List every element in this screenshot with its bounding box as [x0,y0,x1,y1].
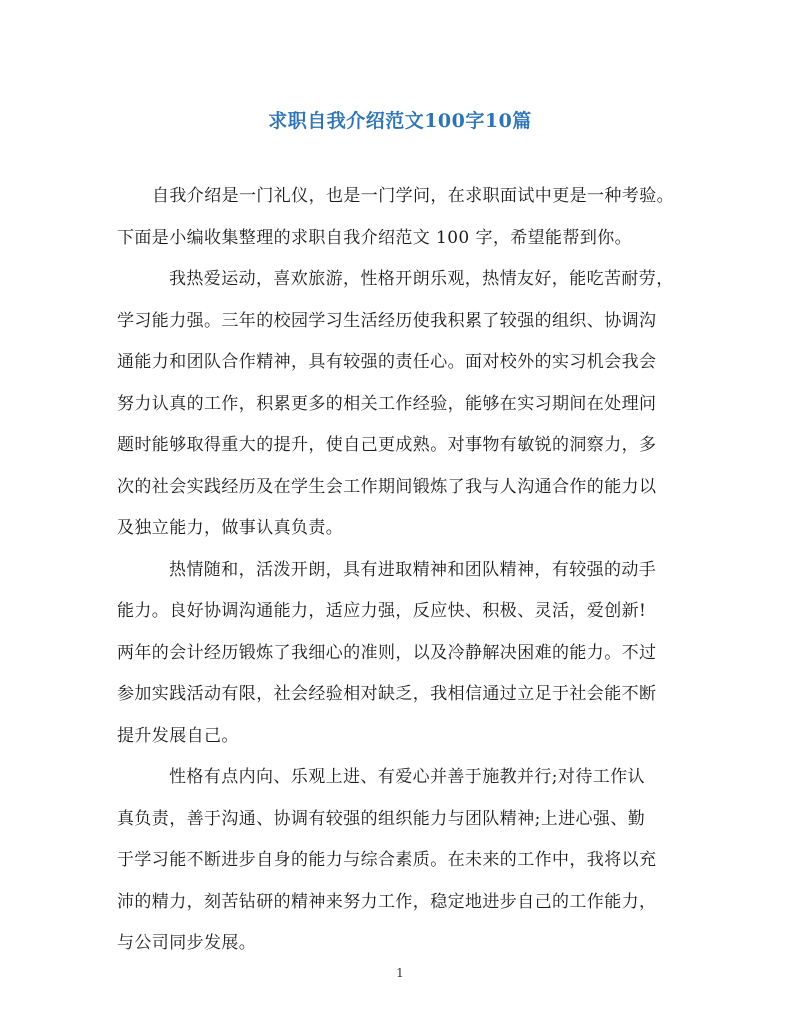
page-number: 1 [396,966,404,980]
paragraph-line: 真负责，善于沟通、协调有较强的组织能力与团队精神;上进心强、勤 [117,808,646,829]
paragraph-line: 努力认真的工作，积累更多的相关工作经验，能够在实习期间在处理问 [117,393,657,414]
paragraph-line: 及独立能力，做事认真负责。 [117,518,344,538]
document-body [117,176,687,965]
paragraph-line: 热情随和，活泼开朗，具有进取精神和团队精神，有较强的动手 [169,559,657,580]
paragraph-line: 性格有点内向、乐观上进、有爱心并善于施教并行;对待工作认 [169,767,645,787]
paragraph-line: 两年的会计经历锻炼了我细心的准则，以及冷静解决困难的能力。不过 [117,642,657,663]
paragraph-line: 学习能力强。三年的校园学习生活经历使我积累了较强的组织、协调沟 [117,310,657,331]
paragraph-line: 题时能够取得重大的提升，使自己更成熟。对事物有敏锐的洞察力，多 [117,435,657,455]
paragraph-line: 沛的精力，刻苦钻研的精神来努力工作，稳定地进步自己的工作能力， [117,891,657,912]
paragraph-line: 提升发展自己。 [117,725,239,746]
paragraph-line: 于学习能不断进步自身的能力与综合素质。在未来的工作中，我将以充 [117,850,657,870]
paragraph-line: 次的社会实践经历及在学生会工作期间锻炼了我与人沟通合作的能力以 [117,476,657,497]
intro-line: 下面是小编收集整理的求职自我介绍范文 100 字，希望能帮到你。 [117,227,633,248]
paragraph-line: 与公司同步发展。 [117,933,257,953]
paragraph-line: 通能力和团队合作精神，具有较强的责任心。面对校外的实习机会我会 [117,352,657,372]
paragraph-line: 我热爱运动，喜欢旅游，性格开朗乐观，热情友好，能吃苦耐劳， [169,269,674,289]
intro-line: 自我介绍是一门礼仪，也是一门学问，在求职面试中更是一种考验。 [152,186,674,206]
paragraph-line: 能力。良好协调沟通能力，适应力强，反应快、积极、灵活，爱创新! [117,601,647,621]
paragraph-line: 参加实践活动有限，社会经验相对缺乏，我相信通过立足于社会能不断 [117,684,657,704]
page-title: 求职自我介绍范文100字10篇 [268,110,532,132]
